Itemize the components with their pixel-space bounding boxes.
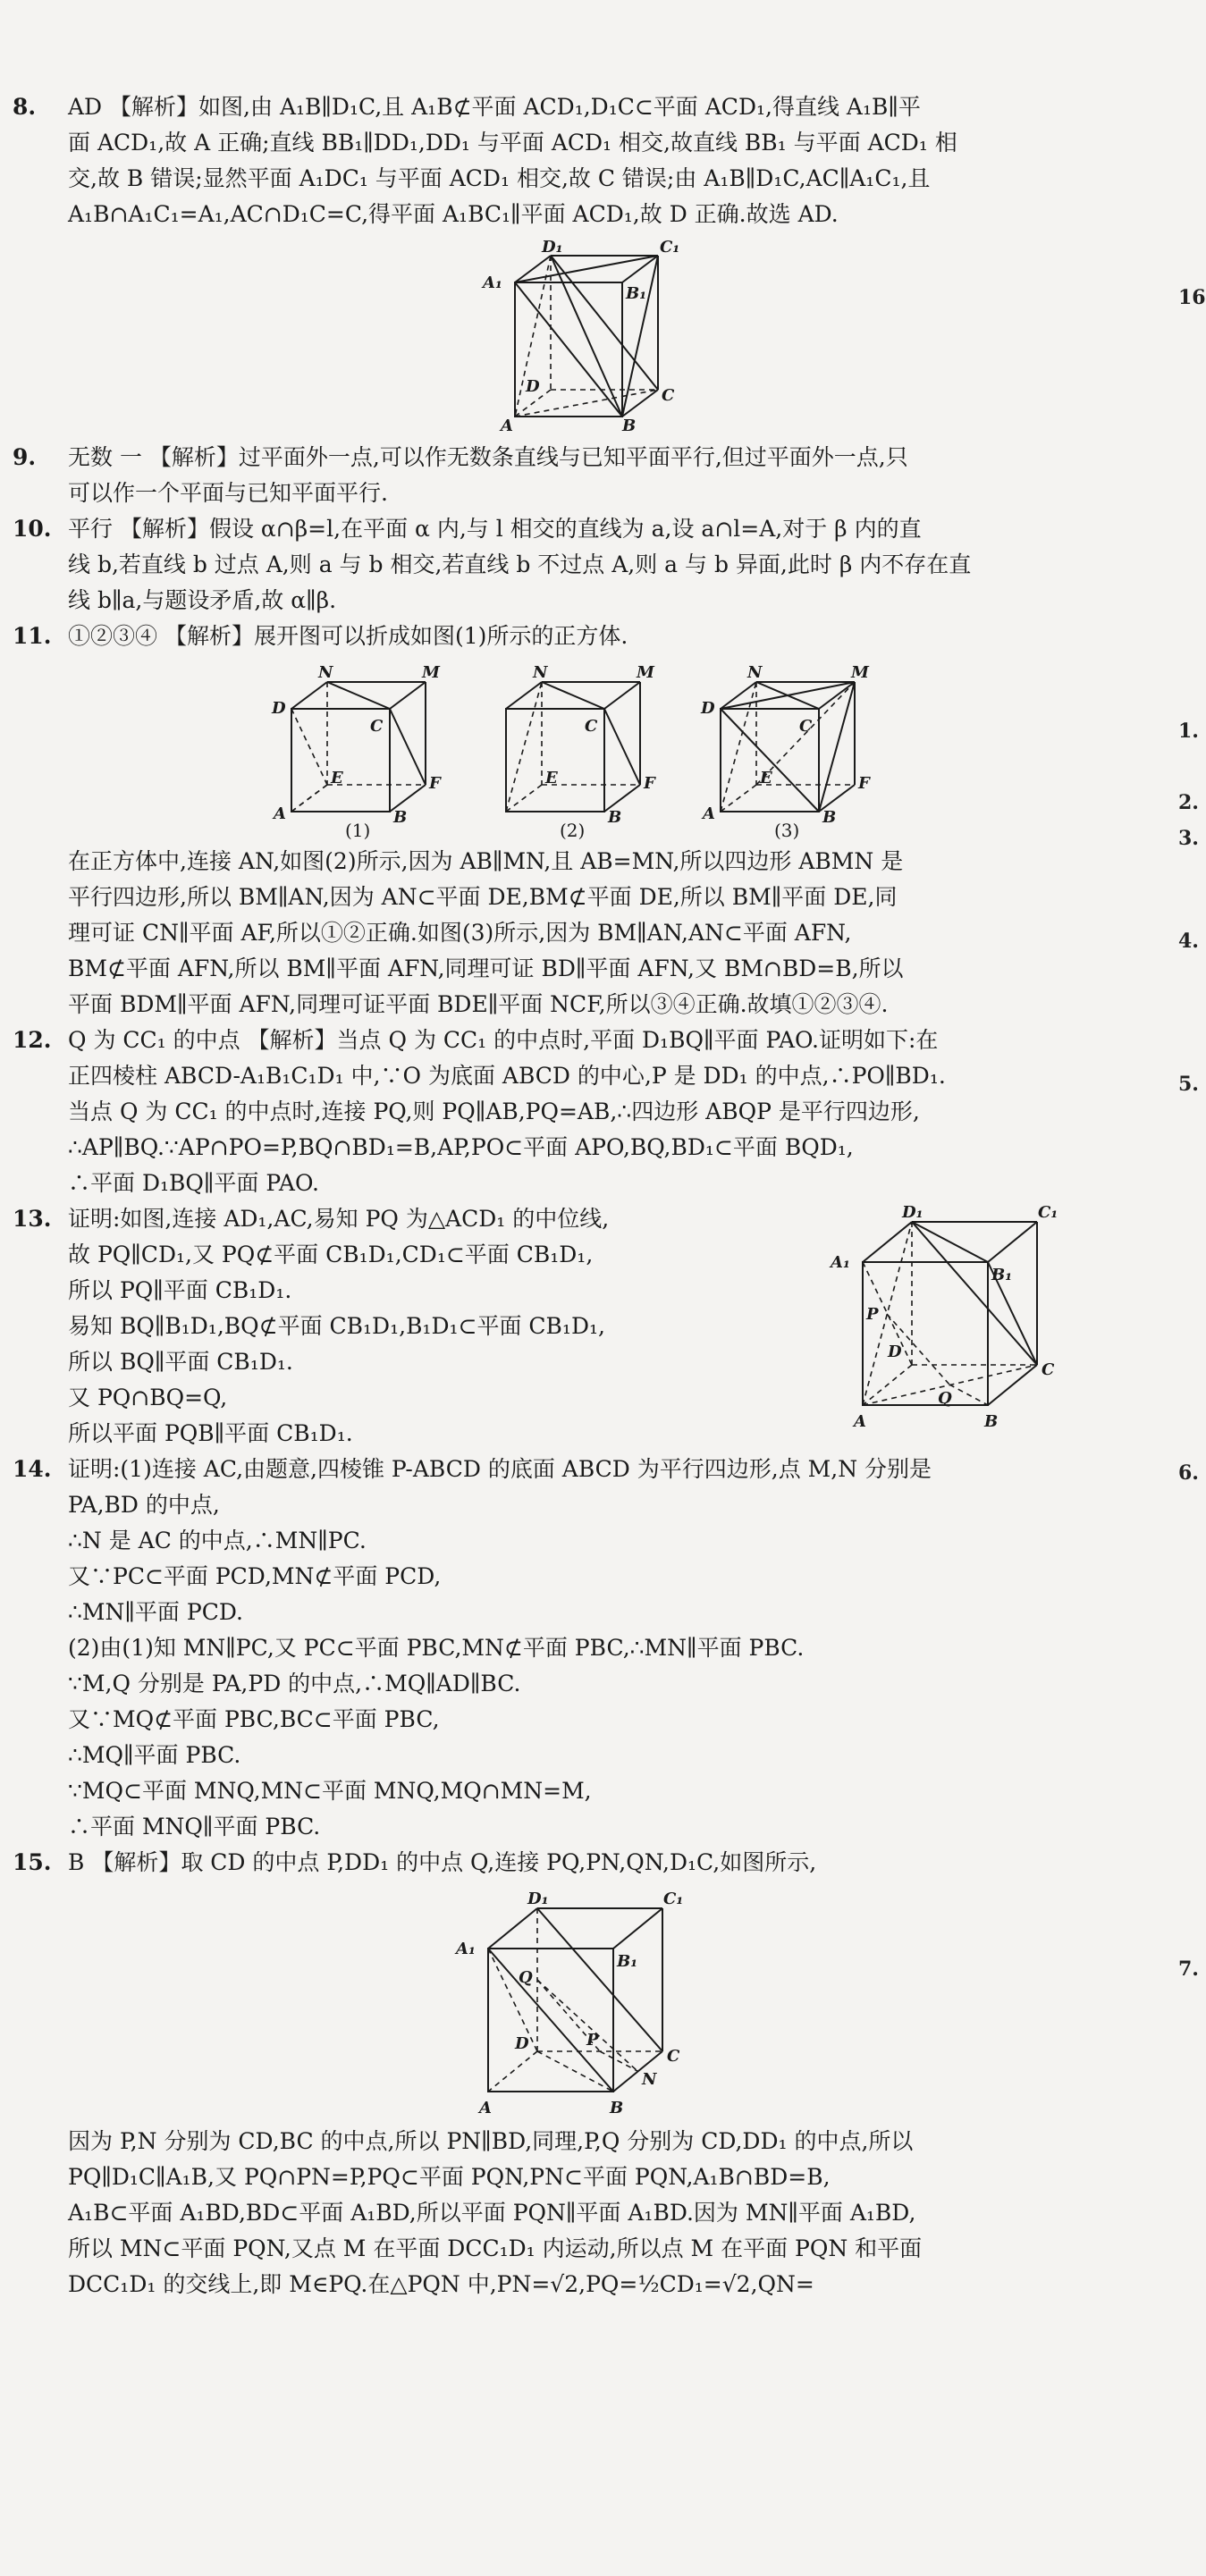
text-line: BM⊄平面 AFN,所以 BM∥平面 AFN,同理可证 BD∥平面 AFN,又 BM∩BD=B,所以 <box>68 955 904 981</box>
question-10 <box>0 511 1086 619</box>
vertex-label: B <box>621 417 636 435</box>
vertex-label: Q <box>518 1968 533 1987</box>
text-line: 又∵MQ⊄平面 PBC,BC⊂平面 PBC, <box>68 1706 440 1732</box>
vertex-label: A <box>854 1412 866 1431</box>
text-line: 正四棱柱 ABCD-A₁B₁C₁D₁ 中,∵O 为底面 ABCD 的中心,P 是 DD₁ 的中点,∴PO∥BD₁. <box>68 1063 946 1089</box>
vertex-label: M <box>636 663 654 682</box>
vertex-label: C <box>369 717 383 736</box>
question-8 <box>0 89 1086 434</box>
vertex-label: D₁ <box>527 1890 548 1908</box>
question-9 <box>0 440 1086 511</box>
text-line: B 【解析】取 CD 的中点 P,DD₁ 的中点 Q,连接 PQ,PN,QN,D₁C,如图所示, <box>68 1849 817 1875</box>
cube-figures-q11 <box>68 660 1086 841</box>
question-15 <box>0 1845 1086 2302</box>
vertex-label: E <box>544 769 558 787</box>
text-line: A₁B∩A₁C₁=A₁,AC∩D₁C=C,得平面 A₁BC₁∥平面 ACD₁,故 D 正确.故选 AD. <box>68 201 839 227</box>
text-line: 又∵PC⊂平面 PCD,MN⊄平面 PCD, <box>68 1563 442 1589</box>
question-number: 14. <box>13 1456 52 1482</box>
text-line: (2)由(1)知 MN∥PC,又 PC⊂平面 PBC,MN⊄平面 PBC,∴MN∥平面 PBC. <box>68 1635 805 1661</box>
vertex-label: E <box>759 769 772 787</box>
margin-number: 4. <box>1178 930 1199 953</box>
text-line: Q 为 CC₁ 的中点 【解析】当点 Q 为 CC₁ 的中点时,平面 D₁BQ∥平面 PAO.证明如下:在 <box>68 1027 939 1053</box>
vertex-label: N <box>317 663 333 682</box>
vertex-label: C₁ <box>662 1890 683 1908</box>
vertex-label: A₁ <box>455 1940 476 1958</box>
question-14 <box>0 1452 1086 1845</box>
text-line: ∴N 是 AC 的中点,∴MN∥PC. <box>68 1528 367 1553</box>
vertex-label: C <box>666 2047 679 2066</box>
cube-figure-q15 <box>68 1886 1086 2118</box>
text-line: 理可证 CN∥平面 AF,所以①②正确.如图(3)所示,因为 BM∥AN,AN⊂平面 AFN, <box>68 920 852 946</box>
text-line: 证明:如图,连接 AD₁,AC,易知 PQ 为△ACD₁ 的中位线, <box>68 1206 610 1232</box>
vertex-label: A <box>273 804 286 823</box>
text-line: 平行四边形,所以 BM∥AN,因为 AN⊂平面 DE,BM⊄平面 DE,所以 BM∥平面 DE,同 <box>68 884 898 910</box>
vertex-label: N <box>532 663 547 682</box>
vertex-label: B <box>607 808 621 827</box>
margin-number: 2. <box>1178 791 1199 814</box>
figure-caption: (1) <box>344 820 370 841</box>
text-line: 面 ACD₁,故 A 正确;直线 BB₁∥DD₁,DD₁ 与平面 ACD₁ 相交,故直线 BB₁ 与平面 ACD₁ 相 <box>68 130 957 156</box>
vertex-label: B₁ <box>991 1266 1013 1284</box>
text-line: AD 【解析】如图,由 A₁B∥D₁C,且 A₁B⊄平面 ACD₁,D₁C⊂平面 ACD₁,得直线 A₁B∥平 <box>68 94 921 120</box>
text-line: 所以 MN⊂平面 PQN,又点 M 在平面 DCC₁D₁ 内运动,所以点 M 在平面 PQN 和平面 <box>68 2235 923 2261</box>
question-13 <box>0 1201 1086 1452</box>
text-line: 所以 PQ∥平面 CB₁D₁. <box>68 1277 292 1303</box>
text-line: PQ∥D₁C∥A₁B,又 PQ∩PN=P,PQ⊂平面 PQN,PN⊂平面 PQN,A₁B∩BD=B, <box>68 2164 831 2190</box>
text-line: 线 b∥a,与题设矛盾,故 α∥β. <box>68 587 337 613</box>
text-line: 平行 【解析】假设 α∩β=l,在平面 α 内,与 l 相交的直线为 a,设 a∩l=A,对于 β 内的直 <box>68 516 922 542</box>
question-number: 12. <box>13 1027 52 1053</box>
margin-number: 6. <box>1178 1461 1199 1485</box>
margin-number: 3. <box>1178 827 1199 850</box>
vertex-label: C <box>661 386 674 405</box>
text-line: PA,BD 的中点, <box>68 1492 220 1518</box>
text-line: 证明:(1)连接 AC,由题意,四棱锥 P-ABCD 的底面 ABCD 为平行四边形,点 M,N 分别是 <box>68 1456 932 1482</box>
vertex-label: C <box>1042 1360 1055 1379</box>
vertex-label: F <box>428 774 441 793</box>
vertex-label: A <box>478 2099 492 2117</box>
vertex-label: F <box>643 774 655 793</box>
margin-number: 16 <box>1178 286 1206 309</box>
vertex-label: F <box>857 774 870 793</box>
cube-figure-q8 <box>68 238 1086 434</box>
text-line: 当点 Q 为 CC₁ 的中点时,连接 PQ,则 PQ∥AB,PQ=AB,∴四边形 ABQP 是平行四边形, <box>68 1099 920 1124</box>
vertex-label: P <box>866 1305 879 1324</box>
vertex-label: C₁ <box>659 238 679 257</box>
text-line: DCC₁D₁ 的交线上,即 M∈PQ.在△PQN 中,PN=√2,PQ=½CD₁=√2,QN= <box>68 2271 814 2297</box>
vertex-label: D <box>888 1343 902 1361</box>
cube-figure-q13 <box>827 1200 1059 1432</box>
vertex-label: B <box>984 1412 999 1431</box>
vertex-label: C₁ <box>1038 1203 1058 1222</box>
question-number: 13. <box>13 1206 52 1232</box>
text-line: 所以平面 PQB∥平面 CB₁D₁. <box>68 1420 353 1446</box>
text-line: 所以 BQ∥平面 CB₁D₁. <box>68 1349 293 1375</box>
vertex-label: Q <box>938 1389 952 1408</box>
text-line: ∴平面 D₁BQ∥平面 PAO. <box>68 1170 319 1196</box>
vertex-label: D₁ <box>541 238 562 257</box>
question-number: 10. <box>13 516 52 542</box>
question-number: 8. <box>13 94 37 120</box>
text-line: 故 PQ∥CD₁,又 PQ⊄平面 CB₁D₁,CD₁⊂平面 CB₁D₁, <box>68 1242 594 1267</box>
text-line: A₁B⊂平面 A₁BD,BD⊂平面 A₁BD,所以平面 PQN∥平面 A₁BD.因为 MN∥平面 A₁BD, <box>68 2200 916 2226</box>
text-line: 在正方体中,连接 AN,如图(2)所示,因为 AB∥MN,且 AB=MN,所以四边形 ABMN 是 <box>68 848 904 874</box>
text-line: ①②③④ 【解析】展开图可以折成如图(1)所示的正方体. <box>68 623 628 649</box>
text-line: 平面 BDM∥平面 AFN,同理可证平面 BDE∥平面 NCF,所以③④正确.故填①②③④. <box>68 991 889 1017</box>
margin-number: 1. <box>1178 720 1199 743</box>
vertex-label: B₁ <box>625 284 646 303</box>
vertex-label: C <box>798 717 812 736</box>
vertex-label: D₁ <box>902 1203 923 1222</box>
cube-diagram <box>470 238 685 434</box>
three-cube-diagram <box>256 660 899 841</box>
vertex-label: D <box>514 2034 529 2053</box>
vertex-label: B <box>609 2099 623 2117</box>
text-line: 线 b,若直线 b 过点 A,则 a 与 b 相交,若直线 b 不过点 A,则 a 与 b 异面,此时 β 内不存在直 <box>68 551 972 577</box>
text-line: 交,故 B 错误;显然平面 A₁DC₁ 与平面 ACD₁ 相交,故 C 错误;由 A₁B∥D₁C,AC∥A₁C₁,且 <box>68 165 931 191</box>
vertex-label: D <box>700 699 715 718</box>
vertex-label: B <box>822 808 836 827</box>
text-line: ∴平面 MNQ∥平面 PBC. <box>68 1814 321 1839</box>
question-12 <box>0 1023 1086 1201</box>
margin-number: 7. <box>1178 1957 1199 1981</box>
vertex-label: C <box>584 717 597 736</box>
text-line: 因为 P,N 分别为 CD,BC 的中点,所以 PN∥BD,同理,P,Q 分别为 CD,DD₁ 的中点,所以 <box>68 2128 914 2154</box>
text-line: 又 PQ∩BQ=Q, <box>68 1385 228 1410</box>
vertex-label: B₁ <box>616 1952 637 1971</box>
text-line: 易知 BQ∥B₁D₁,BQ⊄平面 CB₁D₁,B₁D₁⊂平面 CB₁D₁, <box>68 1313 605 1339</box>
vertex-label: D <box>525 377 540 396</box>
vertex-label: A <box>702 804 715 823</box>
vertex-label: A <box>500 417 513 435</box>
vertex-label: M <box>421 663 440 682</box>
question-number: 9. <box>13 444 37 470</box>
text-line: ∵M,Q 分别是 PA,PD 的中点,∴MQ∥AD∥BC. <box>68 1671 521 1696</box>
figure-caption: (2) <box>559 820 585 841</box>
vertex-label: N <box>641 2070 656 2089</box>
vertex-label: E <box>330 769 343 787</box>
vertex-label: M <box>850 663 869 682</box>
text-line: 可以作一个平面与已知平面平行. <box>68 480 388 506</box>
figure-caption: (3) <box>773 820 799 841</box>
vertex-label: P <box>586 2031 599 2050</box>
cube-diagram <box>827 1200 1059 1432</box>
vertex-label: D <box>271 699 286 718</box>
question-number: 15. <box>13 1849 52 1875</box>
text-line: ∴AP∥BQ.∵AP∩PO=P,BQ∩BD₁=B,AP,PO⊂平面 APO,BQ,BD₁⊂平面 BQD₁, <box>68 1134 854 1160</box>
cube-diagram <box>452 1886 703 2118</box>
vertex-label: N <box>746 663 762 682</box>
vertex-label: B <box>392 808 407 827</box>
vertex-label: A₁ <box>831 1253 850 1272</box>
question-11 <box>0 619 1086 1023</box>
margin-number: 5. <box>1178 1073 1199 1096</box>
answer-content <box>0 89 1086 2302</box>
text-line: ∴MQ∥平面 PBC. <box>68 1742 241 1768</box>
vertex-label: A₁ <box>482 274 502 292</box>
text-line: 无数 一 【解析】过平面外一点,可以作无数条直线与已知平面平行,但过平面外一点,只 <box>68 444 908 470</box>
question-number: 11. <box>13 623 52 649</box>
text-line: ∵MQ⊂平面 MNQ,MN⊂平面 MNQ,MQ∩MN=M, <box>68 1778 592 1804</box>
text-line: ∴MN∥平面 PCD. <box>68 1599 243 1625</box>
